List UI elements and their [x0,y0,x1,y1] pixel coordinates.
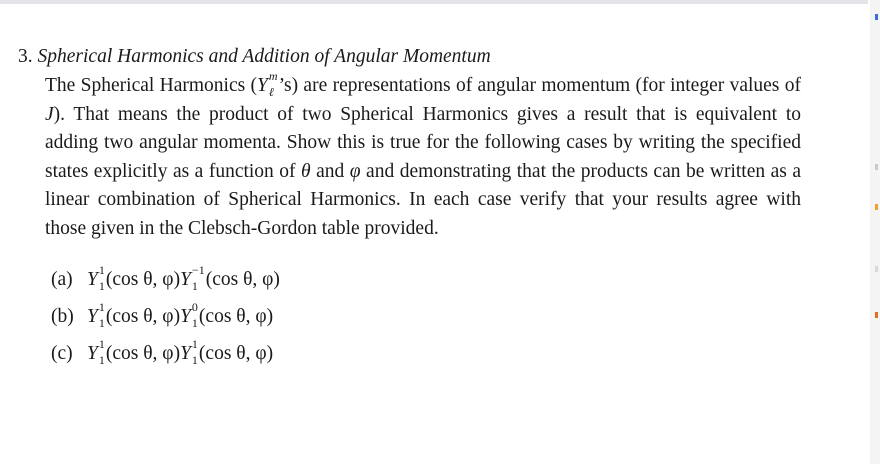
statement-text: and [310,160,350,182]
math-scripts [268,68,278,99]
problem-title: Spherical Harmonics and Addition of Angular Momentum [37,46,491,67]
math-scripts [98,299,105,330]
math-superscript: 1 [191,336,198,351]
part-label: (b) [51,306,74,327]
problem-parts [51,261,818,372]
math-symbol: φ [349,160,361,182]
math-superscript: m [268,68,278,83]
math-symbol: Y [180,343,191,364]
math-subscript: 1 [191,278,198,293]
statement-text: The Spherical Harmonics ( [45,75,258,96]
math-scripts [191,299,198,330]
edge-mark [875,14,878,20]
edge-mark [875,164,878,170]
math-argument: (cos θ, φ) [198,343,274,364]
statement-text: and demonstrating that the products can be written as a linear combination of Spherical Harmonics. In each case verify that your results agree with those given in the Clebsch-Gordon table provided. [45,160,801,239]
right-scroll-edge [870,0,880,464]
math-subscript: 1 [98,352,105,367]
math-scripts [98,262,105,293]
list-item [51,261,818,298]
list-item [51,335,818,372]
top-divider [0,0,868,4]
math-argument: (cos θ, φ) [198,306,274,327]
part-label: (c) [51,343,73,364]
math-subscript: 1 [191,352,198,367]
math-symbol: θ [301,160,311,182]
math-superscript: −1 [191,262,205,277]
math-superscript: 1 [98,262,105,277]
problem-number: 3. [18,46,33,67]
problem-statement [45,68,801,243]
math-subscript: 1 [191,315,198,330]
math-symbol: Y [87,343,98,364]
math-argument: (cos θ, φ) [105,343,181,364]
edge-mark [875,312,878,318]
part-label: (a) [51,269,73,290]
math-superscript: 1 [98,336,105,351]
math-superscript: 0 [191,299,198,314]
math-symbol: Y [180,269,191,290]
math-symbol: Y [180,306,191,327]
math-symbol: Y [87,269,98,290]
math-scripts [98,336,105,367]
math-symbol: J [45,103,54,125]
math-argument: (cos θ, φ) [205,269,280,290]
math-scripts [191,262,205,293]
statement-text: ’s) are representations of angular momentum (for integer values of [278,75,801,96]
statement-text: ). That means the product of two Spherical Harmonics gives a result that is equivalent to adding two angular momenta. Show this is true for the following cases by writing the specified states explicitly as a function of [45,103,801,182]
math-subscript: 1 [98,278,105,293]
math-symbol: Y [87,306,98,327]
math-scripts [191,336,198,367]
edge-mark [875,204,878,210]
math-superscript: 1 [98,299,105,314]
math-argument: (cos θ, φ) [105,306,181,327]
math-argument: (cos θ, φ) [105,269,181,290]
math-subscript: 1 [98,315,105,330]
problem-3 [18,44,818,372]
math-subscript: ℓ [268,84,274,99]
problem-heading [18,44,818,70]
math-symbol: Y [257,75,268,96]
list-item [51,298,818,335]
edge-mark [875,266,878,272]
